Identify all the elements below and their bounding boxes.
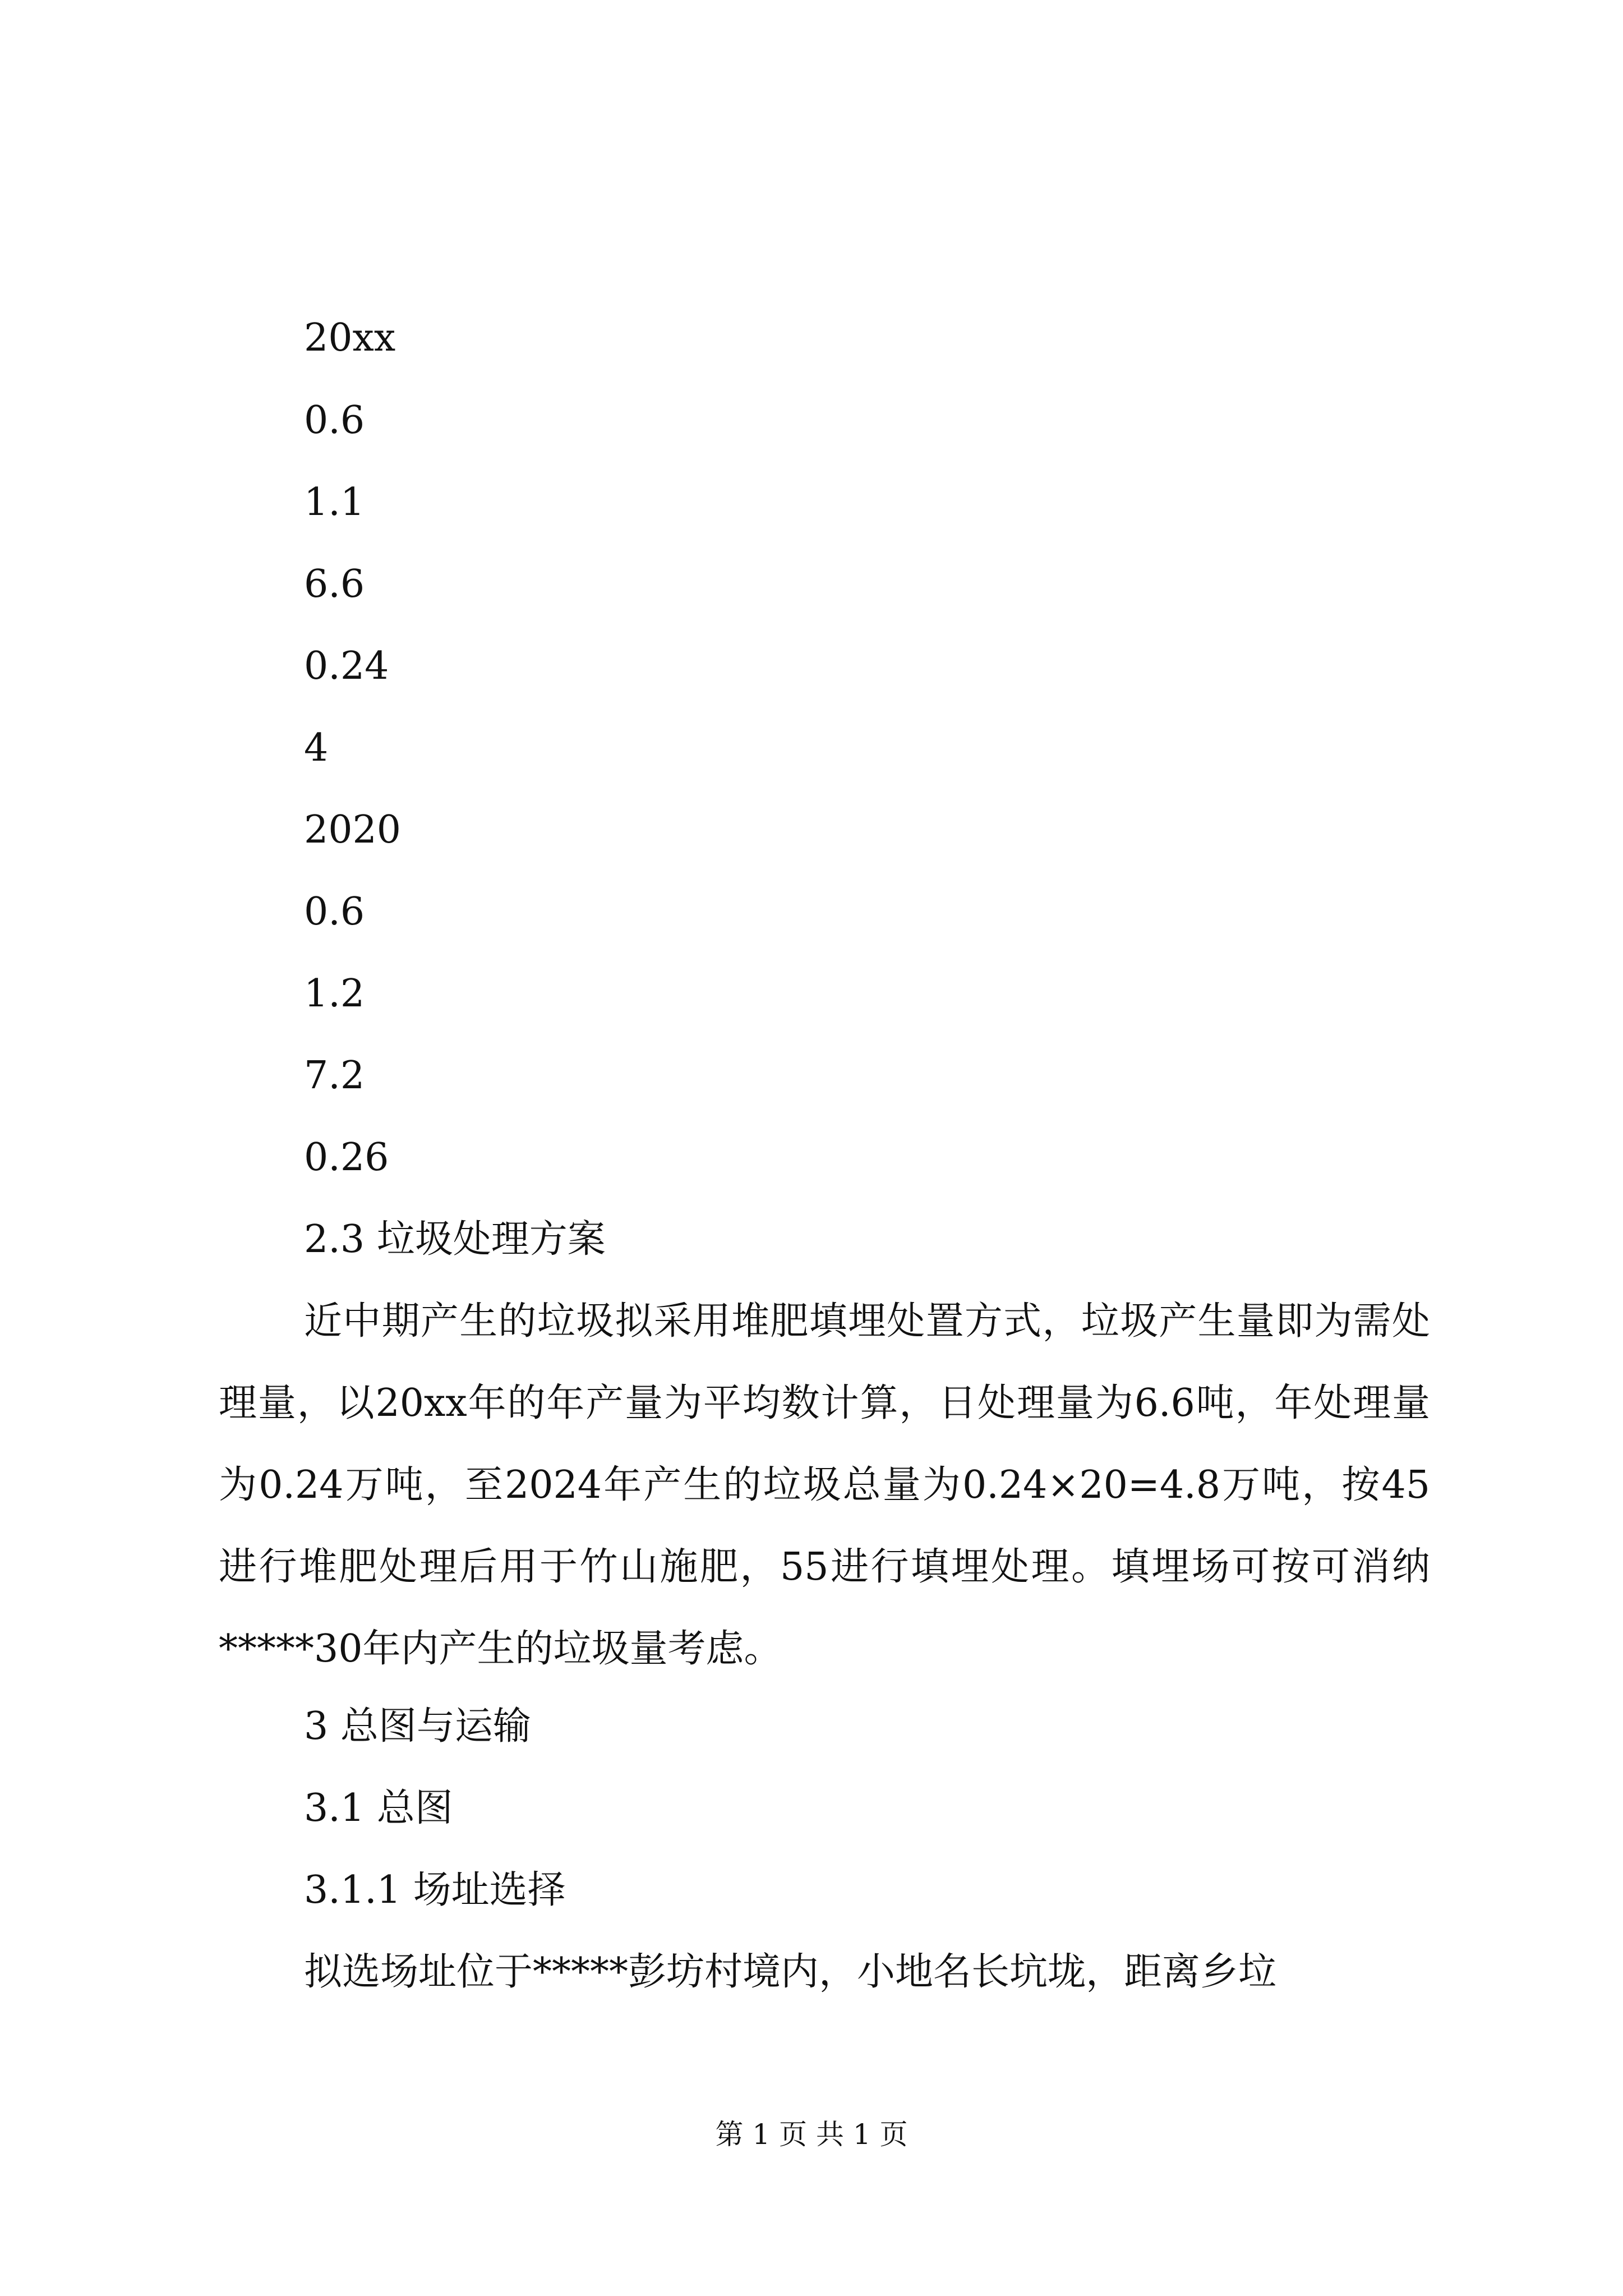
value-line: 0.26 — [304, 1135, 389, 1180]
value-line: 7.2 — [304, 1053, 365, 1098]
section-heading-2-3: 2.3 垃圾处理方案 — [304, 1217, 606, 1262]
value-line: 0.6 — [304, 398, 365, 443]
section-heading-3-1-1: 3.1.1 场址选择 — [304, 1868, 566, 1912]
body-paragraph-site: 拟选场址位于*****彭坊村境内，小地名长坑垅，距离乡垃 — [304, 1950, 1277, 1994]
value-line: 0.6 — [304, 890, 365, 934]
value-line: 1.2 — [304, 972, 365, 1016]
section-heading-3: 3 总图与运输 — [304, 1704, 531, 1749]
year-label-1: 20xx — [304, 316, 396, 360]
page-footer: 第 1 页 共 1 页 — [715, 2118, 908, 2151]
value-line: 6.6 — [304, 562, 365, 606]
value-line: 4 — [304, 726, 329, 770]
value-line: 1.1 — [304, 480, 365, 524]
year-label-2: 2020 — [304, 808, 402, 852]
value-line: 0.24 — [304, 644, 389, 688]
body-paragraph-disposal: 近中期产生的垃圾拟采用堆肥填埋处置方式，垃圾产生量即为需处理量，以20xx年的年产量为平均数计算，日处理量为6.6吨，年处理量为0.24万吨，至2024年产生的垃圾总量为0.24×20=4.8万吨，按45进行堆肥处理后用于竹山施肥，55进行填埋处理。填埋场可按可消纳*****30年内产生的垃圾量考虑。 — [219, 1299, 1430, 1671]
section-heading-3-1: 3.1 总图 — [304, 1786, 453, 1830]
